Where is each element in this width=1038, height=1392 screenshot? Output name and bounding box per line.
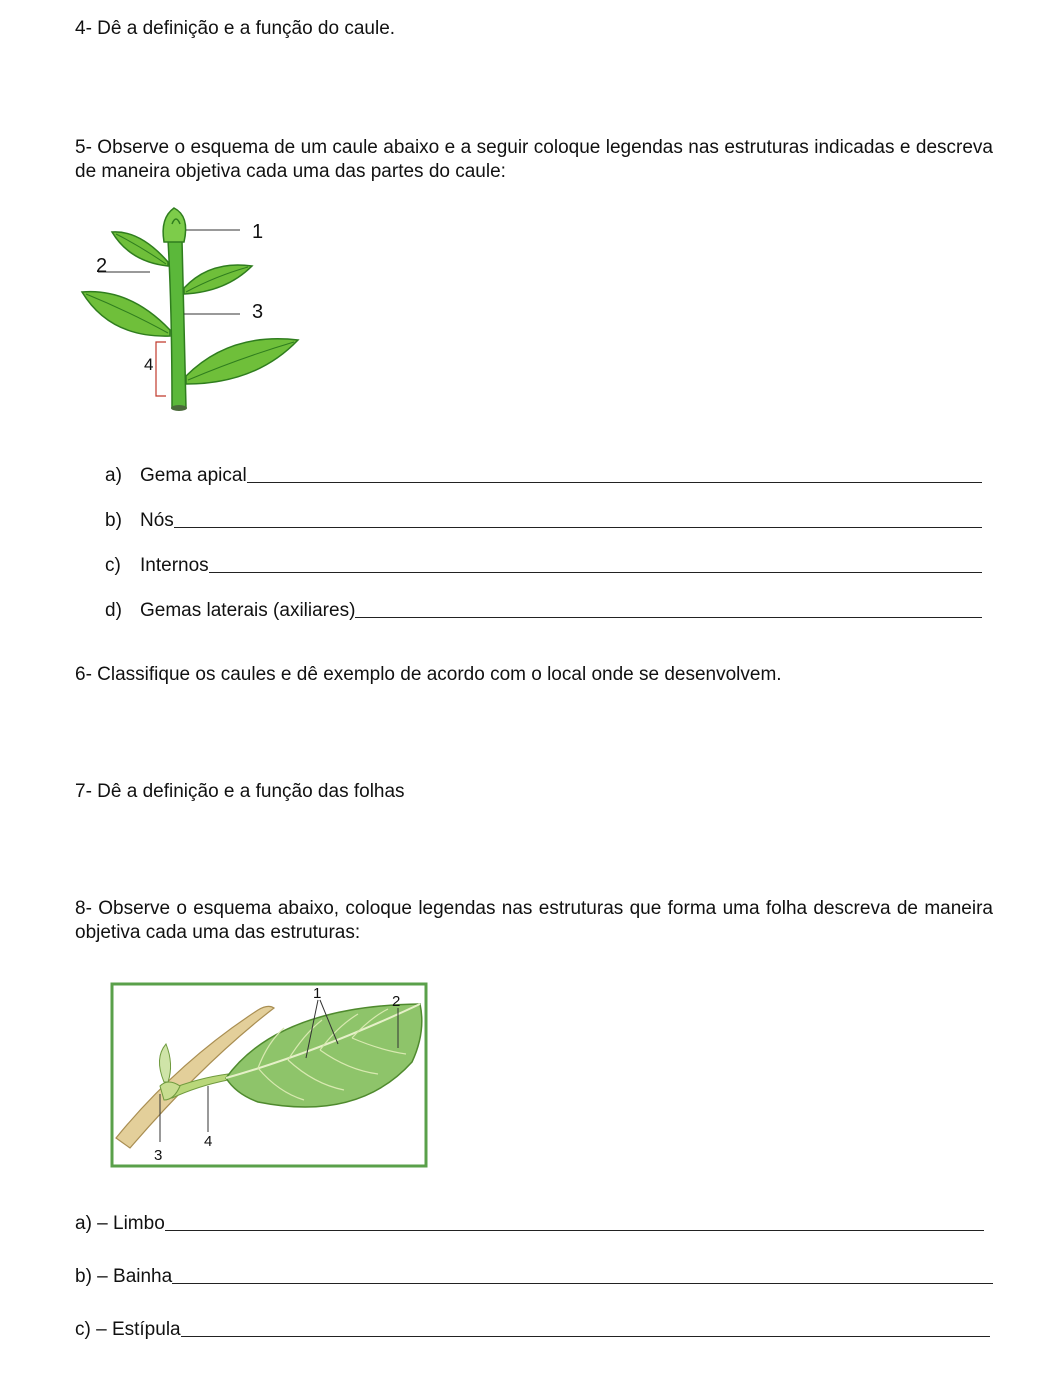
question-8: 8- Observe o esquema abaixo, coloque legendas nas estruturas que forma uma folha descreva de maneira objetiva cada uma das estruturas: [75, 898, 993, 943]
leaf-label-3: 3 [154, 1147, 163, 1164]
q5-item-c-label: Internos [140, 555, 209, 576]
q5-item-d [105, 600, 982, 622]
stem-label-1: 1 [252, 221, 264, 243]
q5-item-b [105, 510, 982, 532]
question-5: 5- Observe o esquema de um caule abaixo e a seguir coloque legendas nas estruturas indicadas e descreva de maneira objetiva cada uma das partes do caule: [75, 137, 993, 182]
q8-item-c-answer-line[interactable] [181, 1335, 990, 1337]
stem-label-2: 2 [96, 255, 108, 277]
question-6: 6- Classifique os caules e dê exemplo de acordo com o local onde se desenvolvem. [75, 664, 782, 685]
q5-item-a [105, 465, 982, 487]
leaf-label-1: 1 [313, 985, 322, 1002]
question-7: 7- Dê a definição e a função das folhas [75, 781, 405, 802]
q5-item-b-label: Nós [140, 510, 174, 531]
stem-label-4: 4 [144, 355, 154, 374]
q8-item-c [75, 1319, 990, 1341]
q5-item-c [105, 555, 982, 577]
q5-item-d-mark: d) [105, 600, 122, 621]
q8-item-b-answer-line[interactable] [172, 1282, 993, 1284]
stem-label-3: 3 [252, 301, 264, 323]
q8-item-b-label: b) – Bainha [75, 1266, 173, 1287]
leaf-diagram [108, 982, 430, 1170]
q5-item-a-label: Gema apical [140, 465, 247, 486]
q8-item-a [75, 1213, 984, 1235]
leaf-label-4: 4 [204, 1133, 213, 1150]
q5-item-b-mark: b) [105, 510, 122, 531]
q5-item-a-mark: a) [105, 465, 122, 486]
q8-item-b [75, 1266, 993, 1288]
q5-item-d-label: Gemas laterais (axiliares) [140, 600, 356, 621]
q5-item-c-answer-line[interactable] [209, 571, 982, 573]
q5-item-d-answer-line[interactable] [355, 616, 982, 618]
q8-item-a-answer-line[interactable] [165, 1229, 984, 1231]
question-4: 4- Dê a definição e a função do caule. [75, 18, 396, 39]
q8-item-c-label: c) – Estípula [75, 1319, 181, 1340]
stem-diagram [80, 200, 310, 425]
q5-item-c-mark: c) [105, 555, 121, 576]
q8-item-a-label: a) – Limbo [75, 1213, 165, 1234]
q5-item-b-answer-line[interactable] [174, 526, 982, 528]
leaf-label-2: 2 [392, 993, 401, 1010]
q5-item-a-answer-line[interactable] [247, 481, 982, 483]
